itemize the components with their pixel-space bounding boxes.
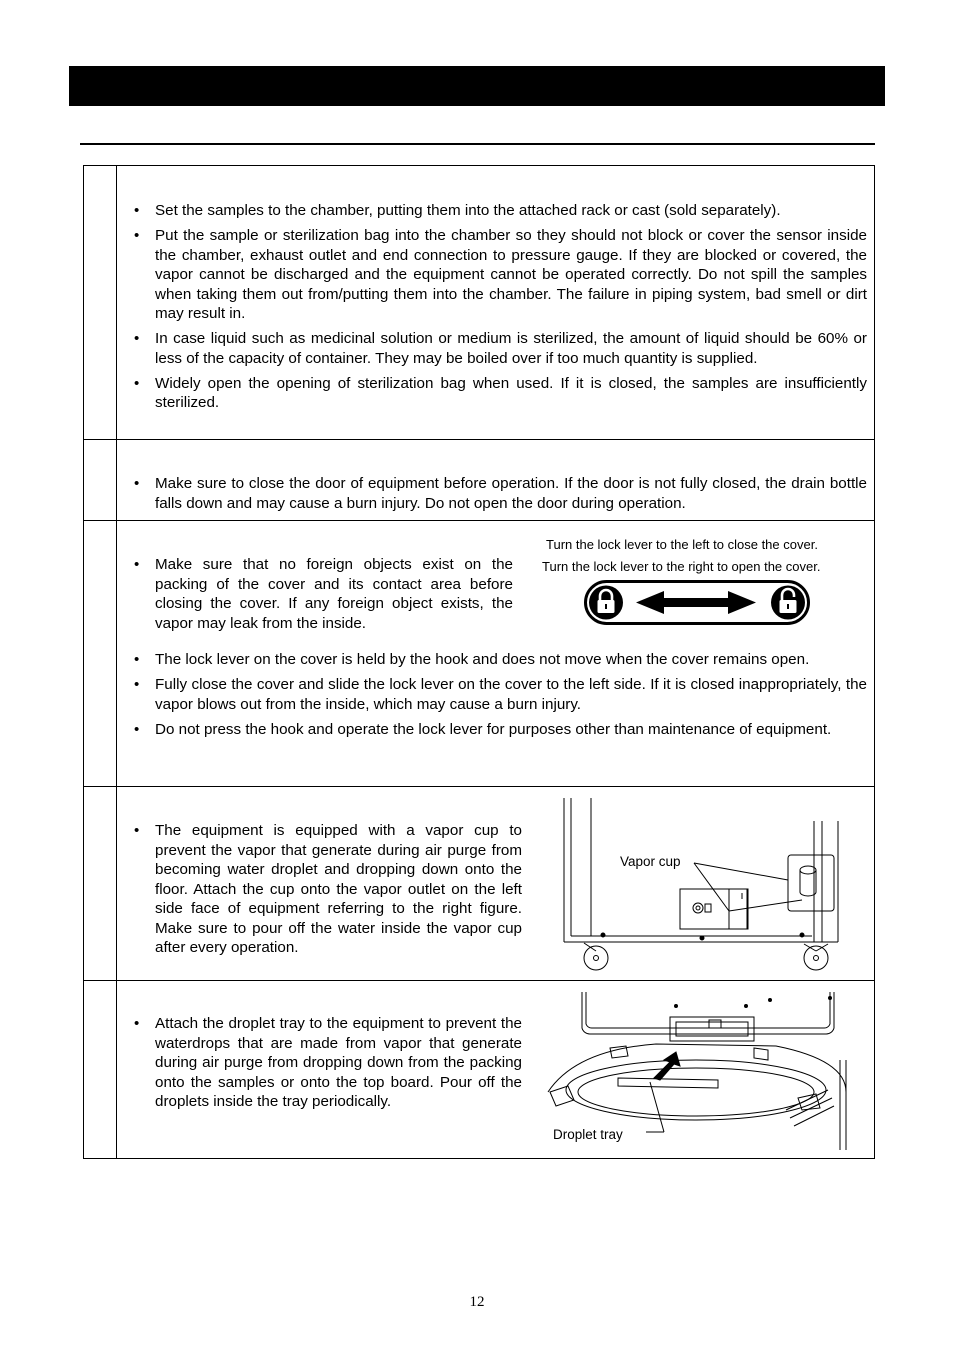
samples-section — [117, 201, 874, 413]
header-rule — [80, 143, 875, 145]
list-item: • Make sure that no foreign objects exist on the packing of the cover and its contact area before closing the cover. If any foreign object exists, the vapor may leak from the inside. — [117, 555, 513, 633]
header-bar — [69, 66, 885, 106]
list-item: • Put the sample or sterilization bag into the chamber so they should not block or cover the sensor inside the chamber, exhaust outlet and end connection to pressure gauge. If they are blocked or covered, the vapor cannot be discharged and the equipment cannot be operated correctly. Do not spill the samples when taking them out from/putting them into the chamber. The failure in piping system, bad smell or dirt may result in. — [117, 226, 867, 324]
vapor-cup-figure — [562, 796, 842, 976]
list-item: • Do not press the hook and operate the lock lever for purposes other than maintenance of equipment. — [117, 720, 867, 740]
row-divider — [84, 520, 874, 521]
list-item: • Fully close the cover and slide the lock lever on the cover to the left side. If it is closed inappropriately, the vapor blows out from the inside, which may cause a burn injury. — [117, 675, 867, 714]
row-divider — [84, 439, 874, 440]
list-item: • Make sure to close the door of equipment before operation. If the door is not fully closed, the drain bottle falls down and may cause a burn injury. Do not open the door during operation. — [117, 474, 867, 513]
caption-close-cover: Turn the lock lever to the left to close the cover. — [546, 537, 818, 552]
door-section — [117, 474, 874, 513]
vapor-cup-label: Vapor cup — [620, 854, 681, 869]
list-item: • Attach the droplet tray to the equipment to prevent the waterdrops that are made from vapor that generate during air purge from dropping down from the packing onto the samples or onto the top board. Pour off the droplets inside the tray periodically. — [117, 1014, 522, 1112]
list-item: • In case liquid such as medicinal solution or medium is sterilized, the amount of liquid should be 60% or less of the capacity of container. They may be boiled over if too much quantity is supplied. — [117, 329, 867, 368]
list-item: • Set the samples to the chamber, putting them into the attached rack or cast (sold separately). — [117, 201, 867, 221]
row-divider — [84, 786, 874, 787]
list-item: • Widely open the opening of sterilization bag when used. If it is closed, the samples are insufficiently sterilized. — [117, 374, 867, 413]
lock-closed-icon — [589, 586, 623, 620]
droplet-tray-label: Droplet tray — [553, 1127, 623, 1142]
row-divider — [84, 980, 874, 981]
cover-bullets — [117, 650, 874, 739]
list-item: • The lock lever on the cover is held by the hook and does not move when the cover remains open. — [117, 650, 867, 670]
lock-lever-diagram — [584, 580, 812, 626]
instructions-table — [83, 165, 875, 1159]
table-left-column — [84, 166, 117, 1158]
list-item: • The equipment is equipped with a vapor cup to prevent the vapor that generate during air purge from becoming water droplet and dropping down onto the floor. Attach the cup onto the vapor outlet on the left side face of equipment referring to the right figure. Make sure to pour off the water inside the vapor cup after every operation. — [117, 821, 522, 958]
lock-open-icon — [771, 586, 805, 620]
page-number: 12 — [469, 1294, 485, 1310]
caption-open-cover: Turn the lock lever to the right to open the cover. — [542, 559, 821, 574]
